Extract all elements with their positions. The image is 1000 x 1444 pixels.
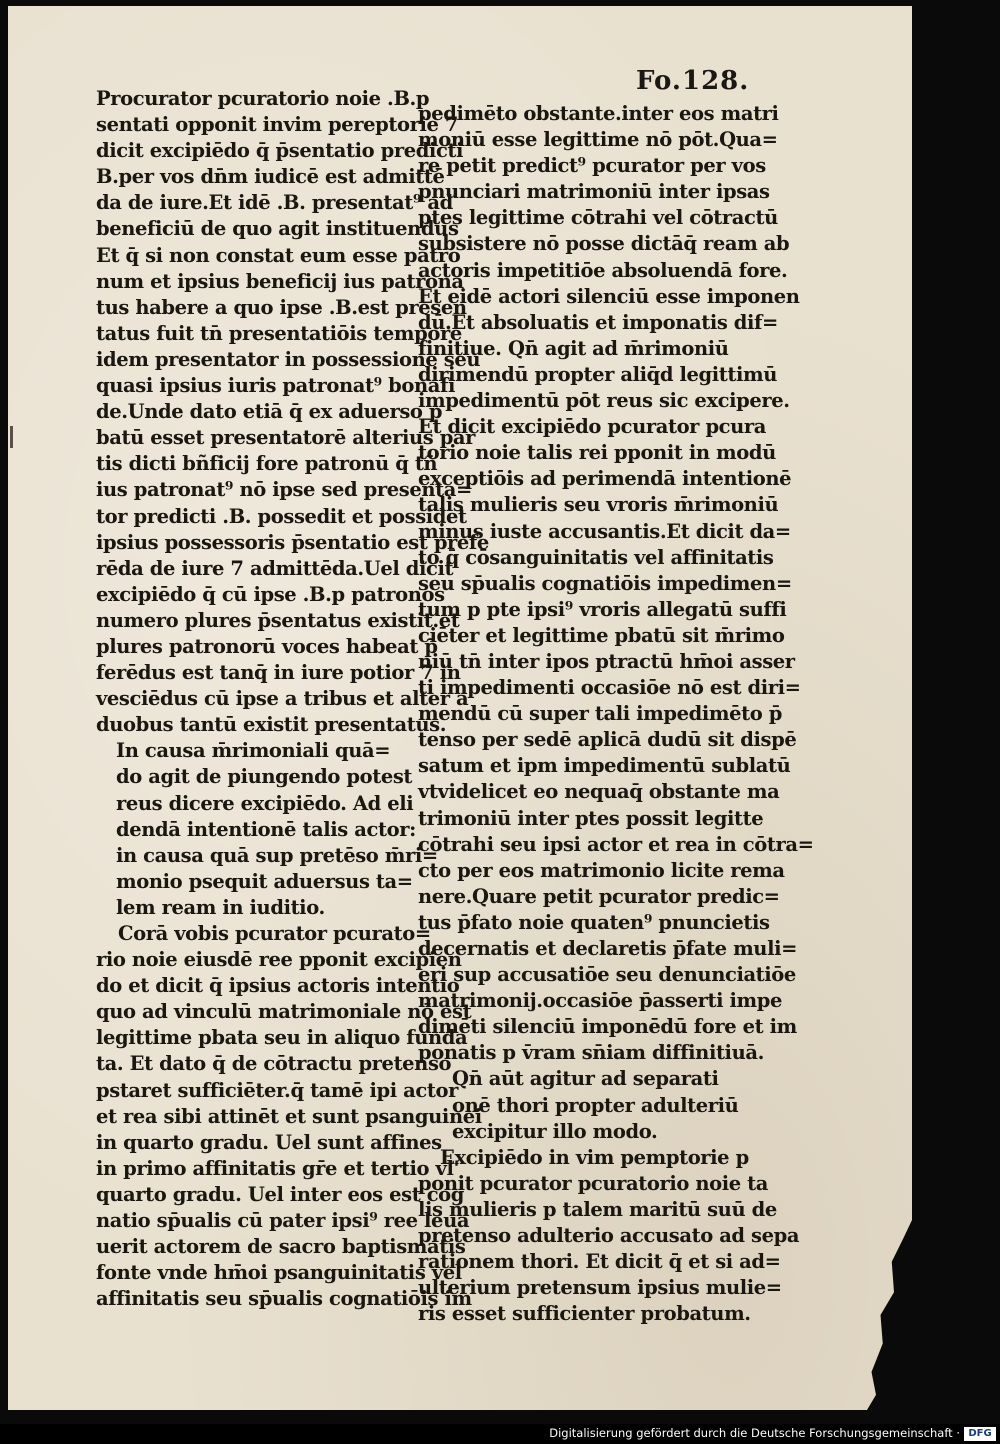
text-line: re petit predict⁹ pcurator per vos (418, 154, 766, 178)
text-line: ptes legittime cōtrahi vel cōtractū (418, 206, 778, 230)
text-line: tum p pte ipsi⁹ vroris allegatū suffi (418, 597, 787, 621)
text-line: ulterium pretensum ipsius mulie= (418, 1276, 782, 1300)
text-line: niū tn̄ inter ipos ptractū hm̄oi asser (418, 649, 795, 673)
text-line: plures patronorū voces habeat p̄ (96, 634, 438, 658)
text-line: actoris impetitiōe absoluendā fore. (418, 258, 788, 282)
text-line: excipiēdo q̄ cū ipse .B.p patronos (96, 582, 445, 606)
torn-page-corner (867, 1220, 912, 1410)
text-line: Corā vobis pcurator pcurato= (118, 922, 431, 945)
text-line: eri sup accusatiōe seu denunciatiōe (418, 963, 796, 987)
text-line: numero plures p̄sentatus existit.et (96, 608, 460, 632)
margin-mark (10, 426, 13, 448)
text-line: lis mulieris p talem maritū suū de (418, 1197, 777, 1221)
text-line: affinitatis seu sp̄ualis cognatiōis im (96, 1287, 472, 1311)
text-line: in primo affinitatis gr̄e et tertio vl' (96, 1156, 460, 1180)
text-line: do agit de piungendo potest (116, 765, 413, 789)
text-line: cōtrahi seu ipsi actor et rea in cōtra= (418, 832, 814, 856)
text-line: tenso per sedē aplicā dudū sit dispē (418, 728, 797, 752)
text-line: finitiue. Qn̄ agit ad m̄rimoniū (418, 336, 729, 360)
left-text-column (96, 86, 489, 1312)
text-line: rationem thori. Et dicit q̄ et si ad= (418, 1250, 781, 1274)
digitization-credit: Digitalisierung gefördert durch die Deutsche Forschungsgemeinschaft · (549, 1426, 960, 1440)
text-line: idem presentator in possessione seu (96, 347, 481, 371)
text-line: In causa m̄rimoniali quā= (116, 739, 391, 763)
text-line: pstaret sufficiēter.q̄ tamē ipi actor (96, 1078, 458, 1102)
text-line: Et q̄ si non constat eum esse patro (96, 243, 461, 267)
text-line: sentati opponit invim pereptorie 7 (96, 113, 459, 137)
text-line: trimoniū inter ptes possit legitte (418, 806, 764, 830)
text-line: cto per eos matrimonio licite rema (418, 858, 785, 882)
text-line: seu sp̄ualis cognatiōis impedimen= (418, 571, 792, 595)
text-line: batū esset presentatorē alterius par (96, 426, 476, 450)
text-line: monio psequit aduersus ta= (116, 869, 413, 893)
dfg-logo: DFG (964, 1427, 996, 1441)
text-line: ponit pcurator pcuratorio noie ta (418, 1171, 769, 1195)
text-line: lem ream in iuditio. (116, 895, 325, 919)
text-line: ta. Et dato q̄ de cōtractu pretenso (96, 1052, 452, 1076)
text-line: Qn̄ aūt agitur ad separati (452, 1067, 719, 1091)
text-line: natio sp̄ualis cū pater ipsi⁹ ree leua (96, 1209, 470, 1233)
folio-number: Fo.128. (636, 66, 750, 96)
text-line: subsistere nō posse dictāq̄ ream ab (418, 232, 790, 256)
text-line: tus habere a quo ipse .B.est presen (96, 295, 467, 319)
text-line: torio noie talis rei pponit in modū (418, 441, 776, 465)
text-line: pedimēto obstante.inter eos matri (418, 102, 779, 125)
text-line: B.per vos dn̄m iudicē est admittē (96, 165, 445, 189)
text-line: tor predicti .B. possedit et possidet (96, 504, 467, 528)
text-line: excipitur illo modo. (452, 1119, 658, 1143)
text-line: quasi ipsius iuris patronat⁹ bonafi (96, 374, 455, 398)
text-line: da de iure.Et idē .B. presentat⁹ ad (96, 191, 453, 215)
text-line: beneficiū de quo agit instituendus (96, 217, 459, 241)
text-line: ti impedimenti occasiōe nō est diri= (418, 676, 801, 700)
text-line: nere.Quare petit pcurator predic= (418, 884, 780, 908)
text-line: ipsius possessoris p̄sentatio est prefe (96, 530, 489, 554)
text-line: quo ad vinculū matrimoniale nō est (96, 1000, 472, 1024)
text-line: Procurator pcuratorio noie .B.p (96, 87, 430, 110)
text-line: fonte vnde hm̄oi psanguinitatis vel (96, 1261, 462, 1285)
text-line: moniū esse legittime nō pōt.Qua= (418, 128, 778, 152)
text-line: ferēdus est tanq̄ in iure potior 7 in (96, 661, 461, 685)
text-line: Et dicit excipiēdo pcurator pcura (418, 415, 767, 439)
text-line: dimēti silenciū imponēdū fore et im (418, 1015, 797, 1039)
text-line: dendā intentionē talis actor: (116, 817, 416, 841)
text-line: tis dicti bñficij fore patronū q̄ tn̄ (96, 452, 438, 476)
text-line: onē thori propter adulteriū (452, 1093, 739, 1117)
text-line: impedimentū pōt reus sic excipere. (418, 389, 790, 413)
text-line: minus iuste accusantis.Et dicit da= (418, 519, 791, 543)
text-line: legittime pbata seu in aliquo funda (96, 1026, 468, 1050)
text-line: decernatis et declaretis p̄fate muli= (418, 937, 798, 960)
text-line: to q̄ cōsanguinitatis vel affinitatis (418, 545, 774, 569)
text-line: mendū cū super tali impedimēto p̄ (418, 702, 782, 726)
text-line: Et eidē actori silenciū esse imponen (418, 284, 800, 308)
text-line: dū.Et absoluatis et imponatis dif= (418, 310, 778, 334)
text-line: in causa quā sup pretēso m̄ri= (116, 843, 438, 867)
text-line: num et ipsius beneficij ius patrona (96, 269, 464, 293)
text-line: vesciēdus cū ipse a tribus et alter a (96, 687, 469, 711)
text-line: reus dicere excipiēdo. Ad eli (116, 791, 414, 815)
text-line: ris esset sufficienter probatum. (418, 1302, 751, 1326)
right-text-column (418, 101, 814, 1327)
text-line: et rea sibi attinēt et sunt psanguinei (96, 1104, 482, 1128)
text-line: vtvidelicet eo nequaq̄ obstante ma (418, 780, 780, 804)
footer-bar (0, 1424, 1000, 1444)
text-line: ponatis p v̄ram sn̄iam diffinitiuā. (418, 1041, 764, 1065)
text-line: uerit actorem de sacro baptismatis (96, 1235, 466, 1259)
text-line: pretenso adulterio accusato ad sepa (418, 1224, 800, 1248)
text-line: quarto gradu. Uel inter eos est cog (96, 1182, 465, 1206)
book-page (8, 6, 912, 1410)
text-line: rēda de iure 7 admittēda.Uel dicit (96, 556, 454, 580)
text-line: tus p̄fato noie quaten⁹ pnuncietis (418, 910, 770, 934)
text-line: rio noie eiusdē ree pponit excipien (96, 948, 462, 972)
text-line: duobus tantū existit presentatus. (96, 713, 447, 737)
text-line: ius patronat⁹ nō ipse sed presenta= (96, 478, 472, 502)
text-line: do et dicit q̄ ipsius actoris intentio (96, 974, 460, 998)
text-line: dirimendū propter aliq̄d legittimū (418, 362, 777, 386)
text-line: exceptiōis ad perimendā intentionē (418, 467, 792, 491)
text-line: in quarto gradu. Uel sunt affines (96, 1130, 442, 1154)
text-line: matrimonij.occasiōe p̄asserti impe (418, 989, 782, 1013)
text-line: ciēter et legittime pbatū sit m̄rimo (418, 623, 785, 647)
text-line: talis mulieris seu vroris m̄rimoniū (418, 493, 779, 517)
text-line: pnunciari matrimoniū inter ipsas (418, 180, 770, 204)
text-line: de.Unde dato etiā q̄ ex aduerso p (96, 400, 443, 424)
text-line: satum et ipm impedimentū sublatū (418, 754, 791, 778)
text-line: Excipiēdo in vim pemptorie p (440, 1145, 749, 1169)
text-line: tatus fuit tn̄ presentatiōis tempore (96, 321, 462, 345)
text-line: dicit excipiēdo q̄ p̄sentatio predicti (96, 139, 464, 163)
